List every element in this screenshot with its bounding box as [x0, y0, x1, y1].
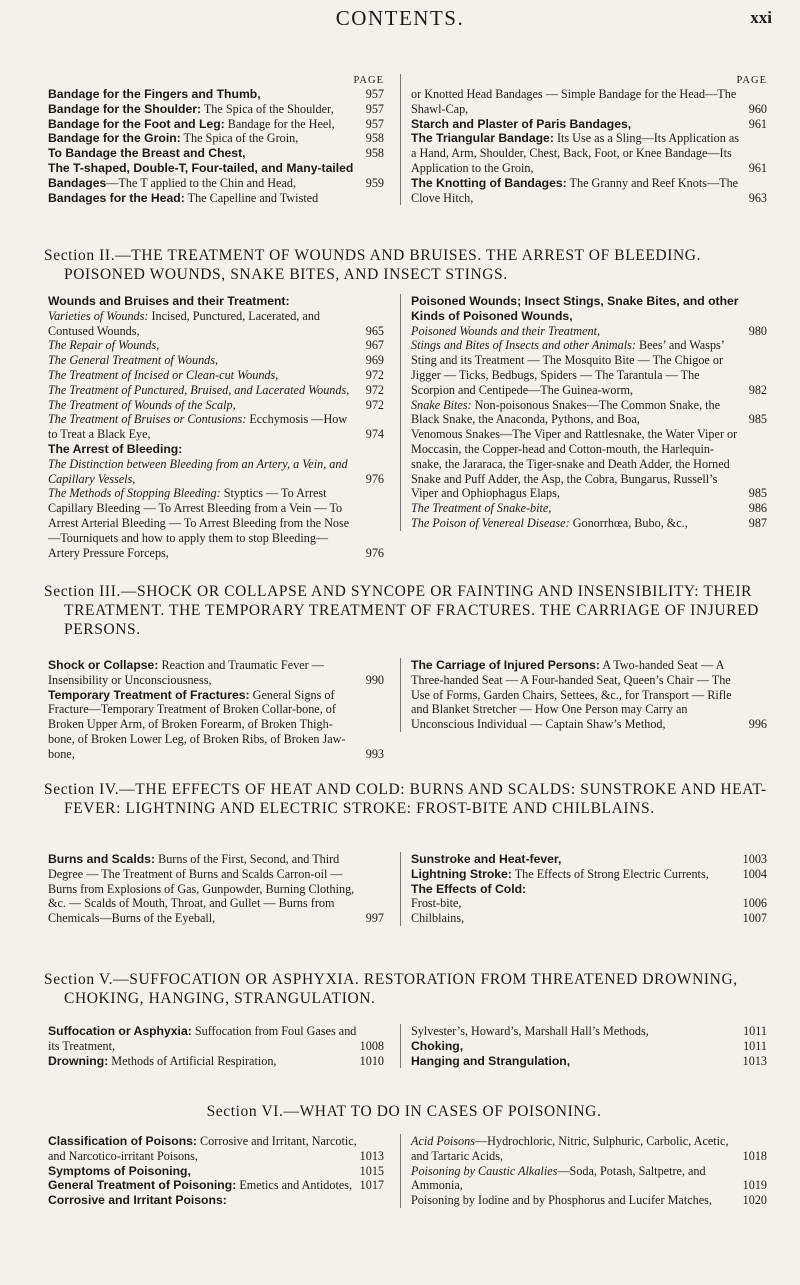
entry-text — [48, 1193, 227, 1207]
entry-heading: Shock or Collapse: — [48, 658, 159, 672]
entry-heading: To Bandage the Breast and Chest, — [48, 146, 246, 161]
entry-detail: Poisoning by Iodine and by Phosphorus and Lucifer Matches, — [411, 1193, 712, 1208]
entry-italic: The Treatment of Wounds of the Scalp, — [48, 397, 236, 412]
section-heading: Section III.—SHOCK OR COLLAPSE AND SYNCOPE OR FAINTING AND INSENSIBILITY: THEIR TREATMENT. THE TEMPORARY TREATMENT OF FRACTURES. THE CARRIAGE OF INJURED PERSONS. — [44, 583, 759, 638]
entry-text — [411, 294, 739, 323]
section-left-column — [48, 1134, 384, 1208]
entry-detail: Reaction and Traumatic Fever —Insensibility or Unconsciousness, — [48, 658, 324, 687]
entry-text — [48, 852, 354, 925]
page-number: 957 — [365, 87, 384, 101]
entry-text — [48, 412, 347, 441]
entry-heading: The Effects of Cold: — [411, 881, 527, 896]
entry-heading: Burns and Scalds: — [48, 852, 156, 866]
entry-detail: Suffocation from Foul Gases and its Treatment, — [48, 1024, 357, 1053]
toc-entry — [48, 457, 384, 487]
toc-entry — [48, 852, 384, 926]
entry-text — [411, 882, 526, 896]
page-number: 976 — [365, 471, 384, 486]
section-left-column — [48, 658, 384, 762]
entry-text — [411, 1134, 729, 1163]
page-number: 997 — [365, 911, 384, 926]
entry-detail: Burns of the First, Second, and Third Degree — The Treatment of Burns and Scalds Carron-oil — Burns from Explosions of Gas, Gunpowder, Burning Clothing, &c. — Scalds of Mouth, Throat, and Gullet — Burns from Chemicals—Burns of the Eyeball, — [48, 852, 355, 926]
entry-text — [411, 1164, 706, 1193]
entry-text — [411, 1039, 463, 1053]
toc-entry — [411, 87, 767, 117]
entry-heading: Bandage for the Foot and Leg: — [48, 116, 225, 131]
entry-text — [48, 398, 236, 412]
entry-text — [48, 117, 335, 131]
page-number: 957 — [365, 101, 384, 116]
toc-entry — [411, 867, 767, 882]
entry-text — [48, 486, 349, 559]
page-number: 963 — [748, 190, 767, 205]
section-heading: Section II.—THE TREATMENT OF WOUNDS AND BRUISES. THE ARREST OF BLEEDING. POISONED WOUNDS, SNAKE BITES, AND INSECT STINGS. — [44, 247, 702, 283]
entry-text — [48, 131, 298, 145]
entry-text — [411, 398, 720, 427]
page-number: 1013 — [742, 1053, 767, 1068]
toc-entry — [48, 191, 384, 206]
toc-entry — [48, 368, 384, 383]
entry-detail: Ecchymosis —How to Treat a Black Eye, — [48, 412, 348, 442]
toc-entry — [411, 1193, 767, 1208]
entry-text — [48, 191, 318, 205]
entry-detail: The Granny and Reef Knots—The Clove Hitch, — [411, 175, 739, 205]
entry-italic: Poisoning by Caustic Alkalies — [411, 1163, 558, 1178]
page-column-label: PAGE — [736, 75, 767, 86]
entry-text — [411, 427, 737, 500]
entry-italic: The Poison of Venereal Disease: — [411, 515, 570, 530]
page-number: 1017 — [359, 1178, 384, 1193]
page-number: 972 — [365, 367, 384, 382]
entry-detail: Frost-bite, — [411, 896, 462, 911]
section-heading: Section VI.—WHAT TO DO IN CASES OF POISONING. — [206, 1103, 602, 1120]
entry-detail: General Signs of Fracture—Temporary Treatment of Broken Collar-bone, of Broken Upper Arm, of Broken Forearm, of Broken Thigh-bone, of Broken Lower Leg, of Broken Ribs, of Broken Jaw-bone, — [48, 687, 346, 761]
entry-text — [411, 87, 736, 116]
toc-entry — [48, 398, 384, 413]
section-right-column — [400, 294, 767, 531]
entry-text — [48, 1054, 276, 1068]
entry-detail: —Hydrochloric, Nitric, Sulphuric, Carbolic, Acetic, and Tartaric Acids, — [411, 1134, 729, 1163]
toc-entry — [411, 658, 767, 732]
toc-entry — [411, 1039, 767, 1054]
entry-text — [48, 338, 159, 352]
toc-entry — [411, 1134, 767, 1164]
entry-heading: Symptoms of Poisoning, — [48, 1163, 191, 1178]
entry-italic: Poisoned Wounds and their Treatment, — [411, 323, 601, 338]
toc-entry — [48, 161, 384, 191]
entry-heading: The Triangular Bandage: — [411, 131, 554, 146]
entry-italic: The Treatment of Incised or Clean-cut Wounds, — [48, 367, 279, 382]
entry-heading: Bandage for the Shoulder: — [48, 101, 202, 116]
entry-heading: Drowning: — [48, 1053, 109, 1068]
entry-italic: The General Treatment of Wounds, — [48, 353, 219, 368]
page-number: 985 — [748, 486, 767, 501]
entry-heading: Starch and Plaster of Paris Bandages, — [411, 116, 632, 131]
page-number: 957 — [365, 116, 384, 131]
entry-text — [48, 383, 349, 397]
entry-text — [411, 324, 600, 338]
entry-detail: The Spica of the Groin, — [180, 131, 299, 146]
entry-detail: Sylvester’s, Howard’s, Marshall Hall’s Methods, — [411, 1024, 649, 1038]
entry-heading: Lightning Stroke: — [411, 866, 512, 881]
toc-entry — [411, 516, 767, 531]
page-number: 958 — [365, 146, 384, 161]
toc-entry — [411, 911, 767, 926]
entry-detail: Corrosive and Irritant, Narcotic, and Narcotico-irritant Poisons, — [48, 1134, 357, 1163]
section-heading: Section V.—SUFFOCATION OR ASPHYXIA. RESTORATION FROM THREATENED DROWNING, CHOKING, HANGING, STRANGULATION. — [44, 971, 738, 1007]
top-right-column — [400, 74, 767, 205]
entry-text — [48, 102, 334, 116]
entry-detail: Its Use as a Sling—Its Application as a Hand, Arm, Shoulder, Chest, Back, Foot, or Knee Bandage—Its Application to the Groin, — [411, 131, 740, 175]
entry-heading: The Carriage of Injured Persons: — [411, 658, 600, 672]
entry-italic: The Treatment of Bruises or Contusions: — [48, 412, 247, 427]
toc-entry — [48, 412, 384, 442]
page-number: 1008 — [359, 1038, 384, 1053]
toc-entry — [411, 117, 767, 132]
entry-heading: The T-shaped, Double-T, Four-tailed, and Many-tailed Bandages — [48, 160, 354, 190]
entry-detail: Venomous Snakes—The Viper and Rattlesnake, the Water Viper or Moccasin, the Copper-head and Cotton-mouth, the Harlequin-snake, the Jararaca, the Tiger-snake and Death Adder, the Horned Snake and Puff Adder, the Asp, the Cobra, Bungarus, Russell’s Viper and Ophiophagus Elaps, — [411, 427, 738, 501]
entry-italic: Acid Poisons — [411, 1134, 475, 1148]
entry-heading: Wounds and Bruises and their Treatment: — [48, 294, 290, 308]
section-left-column — [48, 852, 384, 926]
toc-entry — [48, 146, 384, 161]
toc-entry — [411, 1164, 767, 1194]
section-left-column — [48, 1024, 384, 1068]
section-right-column — [400, 658, 767, 732]
toc-entry — [411, 427, 767, 501]
toc-entry — [48, 117, 384, 132]
entry-heading: General Treatment of Poisoning: — [48, 1178, 237, 1193]
entry-text — [411, 852, 561, 866]
toc-entry — [411, 852, 767, 867]
toc-entry — [411, 1054, 767, 1069]
page-number: 969 — [365, 353, 384, 368]
toc-entry — [48, 1024, 384, 1054]
page-number: 961 — [748, 116, 767, 131]
entry-detail: Non-poisonous Snakes—The Common Snake, the Black Snake, the Anaconda, Pythons, and Boa, — [411, 397, 721, 427]
entry-italic: Varieties of Wounds: — [48, 308, 149, 323]
toc-entry — [411, 501, 767, 516]
page-number: 1011 — [743, 1024, 767, 1038]
entry-heading: Classification of Poisons: — [48, 1134, 197, 1148]
entry-detail: Methods of Artificial Respiration, — [108, 1053, 277, 1068]
page-number: 990 — [365, 672, 384, 687]
toc-entry — [48, 1164, 384, 1179]
entry-heading: Sunstroke and Heat-fever, — [411, 852, 562, 866]
page-number: 1006 — [742, 896, 767, 911]
entry-text — [411, 117, 631, 131]
entry-detail: Emetics and Antidotes, — [236, 1178, 353, 1193]
page-number: 976 — [365, 545, 384, 560]
toc-entry — [48, 1193, 384, 1208]
page-number: 1010 — [359, 1053, 384, 1068]
entry-text — [48, 688, 346, 761]
toc-entry — [411, 896, 767, 911]
entry-text — [48, 442, 182, 456]
toc-entry — [48, 309, 384, 339]
section-heading: Section IV.—THE EFFECTS OF HEAT AND COLD: BURNS AND SCALDS: SUNSTROKE AND HEAT-FEVER: LIGHTNING AND ELECTRIC STROKE: FROST-BITE AND CHILBLAINS. — [44, 781, 767, 817]
toc-entry — [48, 102, 384, 117]
entries — [48, 87, 384, 205]
entry-text — [48, 87, 261, 101]
entry-text — [411, 516, 688, 530]
entry-heading: The Arrest of Bleeding: — [48, 441, 183, 456]
toc-entry — [411, 176, 767, 206]
entry-text — [411, 867, 709, 881]
entry-text — [411, 131, 739, 175]
page-number: 972 — [365, 382, 384, 397]
entry-text — [48, 309, 320, 338]
entry-text — [48, 161, 353, 190]
entry-text — [48, 1164, 191, 1178]
entry-detail: —Soda, Potash, Saltpetre, and Ammonia, — [411, 1163, 706, 1193]
toc-entry — [411, 1024, 767, 1039]
toc-entry — [411, 324, 767, 339]
entry-text — [411, 176, 738, 205]
toc-entry — [48, 131, 384, 146]
entry-detail: The Spica of the Shoulder, — [201, 101, 334, 116]
entry-detail: The Effects of Strong Electric Currents, — [511, 866, 709, 881]
toc-entry — [48, 486, 384, 560]
page-number: 958 — [365, 131, 384, 146]
page-number: 987 — [748, 515, 767, 530]
entry-detail: Bandage for the Heel, — [224, 116, 335, 131]
entry-heading: Poisoned Wounds; Insect Stings, Snake Bites, and other Kinds of Poisoned Wounds, — [411, 294, 739, 323]
toc-entry — [48, 1178, 384, 1193]
entry-text — [48, 368, 278, 382]
entry-text — [48, 353, 218, 367]
page-number: 1004 — [742, 866, 767, 881]
entry-text — [411, 658, 732, 731]
entry-text — [48, 1024, 356, 1053]
toc-entry — [48, 87, 384, 102]
page-number: 980 — [748, 323, 767, 338]
page-number: 974 — [365, 427, 384, 442]
entry-italic: The Treatment of Punctured, Bruised, and Lacerated Wounds, — [48, 382, 350, 397]
entry-detail: Incised, Punctured, Lacerated, and Contused Wounds, — [48, 308, 321, 338]
page-folio: xxi — [750, 8, 772, 27]
entry-heading: Suffocation or Asphyxia: — [48, 1024, 192, 1038]
toc-entry — [48, 353, 384, 368]
entry-detail: —The T applied to the Chin and Head, — [106, 175, 297, 190]
toc-entry — [411, 338, 767, 397]
page-number: 986 — [748, 501, 767, 516]
toc-entry — [411, 131, 767, 175]
entry-heading: The Knotting of Bandages: — [411, 175, 567, 190]
page-number: 972 — [365, 397, 384, 412]
entry-detail: Chilblains, — [411, 911, 465, 926]
toc-entry — [48, 658, 384, 688]
entry-italic: The Methods of Stopping Bleeding: — [48, 486, 221, 501]
entry-text — [411, 911, 464, 925]
top-left-column — [48, 74, 384, 205]
page-number: 959 — [365, 175, 384, 190]
toc-entry — [48, 442, 384, 457]
entry-text — [48, 146, 246, 160]
page-number: 993 — [365, 746, 384, 761]
toc-entry — [48, 338, 384, 353]
toc-entry — [48, 1134, 384, 1164]
entry-italic: The Distinction between Bleeding from an Artery, a Vein, and Capillary Vessels, — [48, 456, 348, 486]
toc-entry — [48, 294, 384, 309]
section-right-column — [400, 1134, 767, 1208]
page-number: 965 — [365, 323, 384, 338]
entry-heading: Corrosive and Irritant Poisons: — [48, 1193, 227, 1208]
entry-detail: A Two-handed Seat — A Three-handed Seat — A Four-handed Seat, Queen’s Chair — The Use of Forms, Garden Chairs, Settees, &c., for Transport — Rifle and Blanket Stretcher — How One Person may Carry an Unconscious Individual — Captain Shaw’s Method, — [411, 658, 732, 732]
entry-italic: Stings and Bites of Insects and other Animals: — [411, 338, 636, 353]
entry-detail: or Knotted Head Bandages — Simple Bandage for the Head—The Shawl-Cap, — [411, 87, 737, 116]
entry-text — [411, 1024, 649, 1038]
entry-text — [48, 1178, 352, 1192]
page-number: 960 — [748, 101, 767, 116]
entry-detail: Styptics — To Arrest Capillary Bleeding — To Arrest Bleeding from a Vein — To Arrest Arterial Bleeding — To Arrest Bleeding from the Nose—Tourniquets and how to apply them to stop Bleeding—Artery Pressure Forceps, — [48, 486, 350, 560]
page-number: 961 — [748, 160, 767, 175]
entry-heading: Choking, — [411, 1038, 464, 1053]
entry-heading: Bandages for the Head: — [48, 190, 185, 205]
entry-heading: Bandage for the Groin: — [48, 131, 181, 146]
entry-text — [48, 294, 290, 308]
entry-text — [411, 1054, 570, 1068]
section-right-column — [400, 1024, 767, 1068]
entry-text — [48, 457, 348, 486]
toc-entry — [411, 882, 767, 897]
page-number: 982 — [748, 382, 767, 397]
page-number: 1003 — [742, 852, 767, 866]
page-number: 1020 — [742, 1193, 767, 1208]
page-number: 985 — [748, 412, 767, 427]
page-number: 1015 — [359, 1163, 384, 1178]
entry-text — [48, 658, 324, 687]
section-right-column — [400, 852, 767, 926]
page-number: 996 — [748, 717, 767, 732]
entry-text — [411, 896, 461, 910]
entry-text — [411, 1193, 712, 1207]
page-number: 1018 — [742, 1148, 767, 1163]
page-title: CONTENTS. — [335, 6, 465, 30]
page-number: 1019 — [742, 1178, 767, 1193]
toc-entry — [411, 294, 767, 324]
entry-text — [48, 1134, 357, 1163]
page-number: 1013 — [359, 1148, 384, 1163]
page-number: 967 — [365, 338, 384, 353]
page-column-label: PAGE — [353, 75, 384, 86]
entry-heading: Hanging and Strangulation, — [411, 1053, 571, 1068]
entry-italic: The Repair of Wounds, — [48, 338, 160, 353]
entry-italic: The Treatment of Snake-bite, — [411, 501, 552, 516]
entry-text — [411, 501, 551, 515]
entry-text — [411, 338, 724, 396]
entries — [411, 87, 767, 205]
toc-entry — [411, 398, 767, 428]
toc-entry — [48, 1054, 384, 1069]
entry-italic: Snake Bites: — [411, 397, 472, 412]
entry-heading: Temporary Treatment of Fractures: — [48, 687, 250, 702]
entry-detail: Gonorrhœa, Bubo, &c., — [569, 515, 688, 530]
page-number: 1011 — [743, 1038, 767, 1053]
section-left-column — [48, 294, 384, 560]
toc-entry — [48, 688, 384, 762]
entry-detail: Bees’ and Wasps’ Sting and its Treatment — The Mosquito Bite — The Chigoe or Jigger — Ticks, Bedbugs, Spiders — The Tarantula — The Scorpion and Centipede—The Guinea-worm, — [411, 338, 724, 397]
entry-detail: The Capelline and Twisted — [184, 190, 319, 205]
page-number: 1007 — [742, 911, 767, 926]
toc-entry — [48, 383, 384, 398]
entry-heading: Bandage for the Fingers and Thumb, — [48, 87, 261, 101]
